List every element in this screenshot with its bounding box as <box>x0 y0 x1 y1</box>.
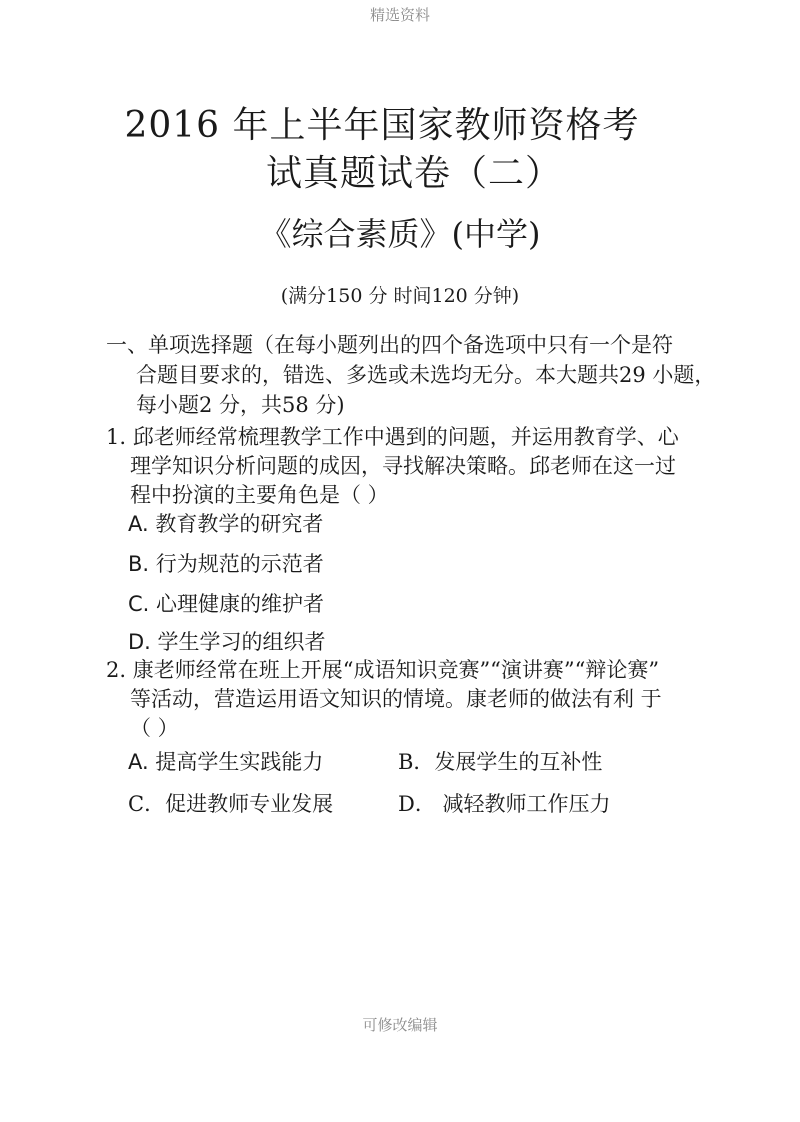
section-line: 每小题2 分，共58 分) <box>136 393 345 417</box>
question-line: （ ） <box>130 716 179 740</box>
subtitle: 《综合素质》(中学) <box>259 215 541 253</box>
question-2-option-a: A. 提高学生实践能力 <box>128 750 324 774</box>
header-note: 精选资料 <box>369 6 430 24</box>
question-line: 1. 邱老师经常梳理教学工作中遇到的问题，并运用教育学、心 <box>106 425 679 449</box>
title-line-2: 试真题试卷（二） <box>265 153 562 194</box>
question-line: 程中扮演的主要角色是（ ） <box>130 483 389 507</box>
question-2 <box>106 656 706 743</box>
section-line: 一、单项选择题（在每小题列出的四个备选项中只有一个是符 <box>106 333 673 357</box>
question-1-option-b: B. 行为规范的示范者 <box>128 552 324 576</box>
question-line: 理学知识分析问题的成因，寻找解决策略。邱老师在这一过 <box>130 454 676 478</box>
section-heading <box>106 330 716 420</box>
question-line: 等活动，营造运用语文知识的情境。康老师的做法有利 于 <box>130 687 662 711</box>
section-line: 合题目要求的，错选、多选或未选均无分。本大题共29 小题， <box>136 363 716 387</box>
question-1-option-c: C. 心理健康的维护者 <box>128 592 325 616</box>
footer-note: 可修改编辑 <box>362 1016 438 1034</box>
score-time-line: (满分150 分 时间120 分钟) <box>280 285 520 307</box>
question-1 <box>106 423 706 510</box>
question-1-option-a: A. 教育教学的研究者 <box>128 512 324 536</box>
question-2-option-d: D． 减轻教师工作压力 <box>398 792 611 816</box>
question-line: 2. 康老师经常在班上开展“成语知识竞赛”“演讲赛”“辩论赛” <box>106 658 660 682</box>
title-line-1: 2016 年上半年国家教师资格考 <box>124 105 640 146</box>
question-2-option-b: B．发展学生的互补性 <box>398 750 603 774</box>
question-2-option-c: C．促进教师专业发展 <box>128 792 334 816</box>
question-1-option-d: D. 学生学习的组织者 <box>128 630 326 654</box>
